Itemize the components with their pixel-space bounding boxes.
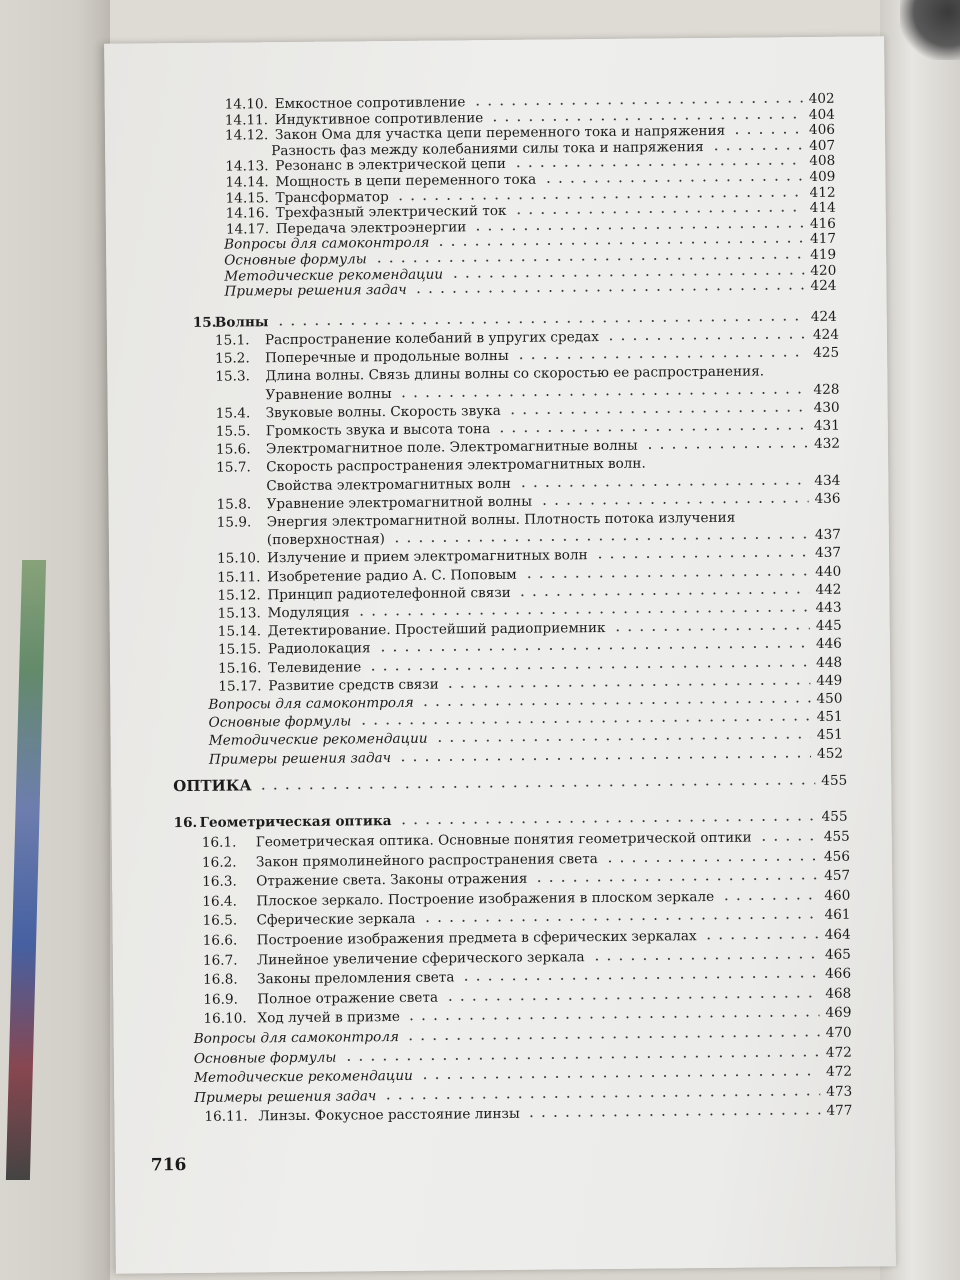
toc-entry-page: 424 [810, 308, 837, 326]
toc-entry-title: Радиолокация [267, 640, 371, 658]
toc-entry-title: Примеры решения задач [224, 282, 407, 300]
toc-entry-page: 461 [824, 907, 851, 924]
dot-leader [413, 287, 805, 294]
toc-entry-page: 446 [815, 636, 842, 653]
toc-entry-title: Излучение и прием электромагнитных волн [266, 547, 588, 567]
toc-entry-page: 464 [824, 926, 851, 943]
dot-leader [703, 936, 819, 940]
toc-entry-page: 428 [813, 381, 840, 398]
toc-entry-title: Примеры решения задач [208, 749, 392, 768]
toc-entry-page: 416 [809, 215, 836, 232]
toc-entry-title: Развитие средств связи [268, 676, 439, 695]
toc-entry-title: Сферические зеркала [256, 911, 416, 929]
toc-entry-title: Закон Ома для участка цепи переменного тока и напряжения [274, 123, 726, 144]
toc-entry-page: 442 [815, 581, 842, 598]
toc-entry-number: 15.2. [215, 350, 250, 367]
dot-leader [731, 131, 803, 135]
toc-entry-number: 14.11. [224, 111, 269, 129]
toc-entry-page: 455 [821, 808, 848, 825]
toc-entry-title: Поперечные и продольные волны [265, 348, 509, 367]
dot-leader [421, 916, 818, 923]
dot-leader [604, 858, 818, 863]
toc-entry-title: Трансформатор [275, 188, 389, 206]
toc-entry-title: Уравнение электромагнитной волны [266, 493, 533, 513]
toc-entry-page: 465 [824, 946, 851, 963]
toc-entry-page: 469 [825, 1005, 852, 1022]
toc-entry-title: Линзы. Фокусное расстояние линзы [258, 1106, 520, 1125]
dot-leader [758, 838, 818, 842]
toc-entry-title: Методические рекомендации [208, 731, 428, 750]
toc-entry-page: 456 [823, 848, 851, 865]
toc-entry-title: Примеры решения задач [194, 1088, 377, 1106]
toc-entry-number: 15.5. [215, 423, 251, 440]
toc-entry-page: 451 [816, 727, 843, 744]
toc-entry-title: Свойства электромагнитных волн [266, 475, 511, 494]
toc-entry-number: 15.12. [217, 587, 261, 604]
dot-leader [517, 591, 810, 597]
toc-entry-title: Вопросы для самоконтроля [208, 694, 414, 713]
dot-leader [517, 482, 808, 488]
toc-entry-page: 431 [813, 417, 840, 434]
toc-entry-number: 14.17. [225, 220, 270, 238]
toc-entry-number: 16.6. [202, 932, 238, 949]
toc-entry-title: Методические рекомендации [224, 266, 444, 285]
toc-entry-title: Вопросы для самоконтроля [223, 235, 430, 254]
toc-entry-title: Принцип радиотелефонной связи [267, 584, 511, 604]
toc-entry-title: Ход лучей в призме [257, 1009, 400, 1027]
toc-entry-page: 472 [825, 1044, 852, 1061]
toc-entry-page: 448 [816, 654, 843, 671]
toc-entry-number: 15. [192, 314, 217, 331]
toc-entry-number: 14.14. [225, 174, 269, 191]
toc-entry-title: Индуктивное сопротивление [274, 109, 484, 128]
toc-entry-title: Линейное увеличение сферического зеркала [256, 948, 585, 968]
toc-entry-page: 402 [808, 90, 835, 108]
toc-entry-number: 15.16. [218, 659, 262, 677]
toc-entry-number: 15.10. [216, 550, 261, 568]
dot-leader [367, 664, 810, 671]
toc-entry-page: 432 [813, 435, 841, 453]
toc-entry-page: 470 [825, 1024, 852, 1041]
toc-entry-page: 407 [809, 137, 836, 154]
toc-entry-page: 440 [815, 563, 842, 580]
toc-entry-page: 451 [816, 708, 843, 726]
toc-entry-number: 16.3. [202, 873, 237, 891]
toc-entry-number: 15.14. [217, 623, 262, 640]
toc-entry-title: Резонанс в электрической цепи [275, 156, 506, 175]
toc-entry-number: 15.8. [216, 496, 252, 513]
toc-entry-number: 15.9. [216, 514, 252, 531]
toc-entry-number: 15.4. [215, 405, 251, 422]
toc-entry-number: 15.11. [217, 568, 261, 586]
book-page [104, 36, 896, 1273]
toc-entry-title: Модуляция [267, 604, 350, 622]
toc-entry-title: Вопросы для самоконтроля [193, 1028, 400, 1047]
dot-leader [419, 1073, 820, 1080]
toc-entry-page: 460 [824, 887, 851, 904]
dot-leader [594, 554, 809, 559]
toc-entry-page: 408 [809, 153, 836, 170]
toc-entry-page: 450 [816, 690, 843, 707]
toc-entry-title: Законы преломления света [257, 969, 455, 988]
toc-entry-title: Полное отражение света [257, 989, 439, 1008]
dot-leader [523, 573, 810, 579]
toc-entry-number: 16.10. [203, 1010, 247, 1028]
toc-entry-page: 445 [815, 617, 842, 635]
toc-entry-page: 406 [808, 121, 836, 139]
dot-leader [391, 536, 809, 543]
dot-leader [611, 627, 809, 632]
toc-entry-number: 16.2. [201, 854, 237, 871]
dot-leader [644, 445, 808, 450]
toc-entry-number: 16.9. [203, 991, 238, 1008]
toc-entry-title: Геометрическая оптика [199, 813, 392, 831]
toc-entry-title: Скорость распространения электромагнитных волн. [266, 455, 646, 476]
dot-leader [397, 755, 811, 762]
toc-entry-title: (поверхностная) [266, 531, 386, 549]
toc-entry-title: Разность фаз между колебаниями силы тока и напряжения [271, 138, 704, 159]
book-corner [900, 0, 960, 60]
toc-entry-title: Распространение колебаний в упругих средах [264, 329, 599, 349]
toc-entry-page: 436 [814, 490, 841, 507]
toc-entry-page: 473 [826, 1083, 853, 1100]
toc-entry-title: Построение изображения предмета в сферических зеркалах [256, 928, 697, 949]
toc-entry-page: 430 [813, 399, 840, 416]
toc-entry-number: 15.6. [215, 441, 251, 458]
dot-leader [710, 147, 803, 151]
toc-entry-title: Основные формулы [224, 251, 367, 269]
dot-leader [420, 700, 811, 707]
toc-entry-page: 419 [810, 246, 837, 264]
toc-entry-title: Телевидение [268, 658, 362, 676]
toc-entry-page: 404 [808, 106, 835, 123]
toc-entry-title: Трехфазный электрический ток [275, 203, 507, 222]
toc-entry-number: 14.10. [224, 96, 269, 113]
toc-entry-page: 449 [816, 672, 843, 689]
dot-leader [445, 682, 811, 689]
dot-leader [533, 877, 818, 883]
part-heading [173, 767, 847, 795]
toc-entry-page: 455 [823, 828, 850, 845]
toc-entry-page: 437 [815, 545, 842, 562]
dot-leader [405, 1034, 820, 1041]
toc-entry-title: Закон прямолинейного распространения света [255, 850, 598, 870]
dot-leader [720, 897, 818, 901]
dot-leader [382, 1093, 820, 1100]
toc-entry-page: 468 [825, 985, 852, 1002]
toc-entry-page: 443 [815, 599, 842, 616]
toc-entry-title: Громкость звука и высота тона [265, 421, 491, 440]
table-of-contents [104, 36, 884, 1126]
toc-entry-number: 15.7. [216, 459, 251, 477]
toc-entry-number: 16. [173, 814, 198, 832]
toc-entry-title: Основные формулы [193, 1049, 337, 1067]
toc-entry-page: 414 [809, 199, 836, 217]
page-number: 716 [150, 1155, 187, 1176]
toc-entry-page: 424 [810, 277, 837, 295]
toc-entry-title: Передача электроэнергии [275, 219, 467, 237]
toc-entry-title: Изобретение радио А. С. Поповым [267, 566, 517, 585]
toc-entry-number: 14.16. [225, 205, 270, 222]
dot-leader [434, 736, 811, 743]
toc-entry-number: 16.4. [202, 893, 238, 910]
toc-entry-page: 455 [821, 772, 848, 789]
dot-leader [526, 1112, 821, 1118]
toc-entry-title: Плоское зеркало. Построение изображения в плоском зеркале [256, 888, 715, 910]
dot-leader [357, 718, 810, 725]
toc-entry-number: 14.12. [224, 127, 269, 144]
toc-entry-page: 420 [810, 262, 837, 279]
toc-entry-page: 472 [825, 1063, 853, 1081]
dot-leader [507, 409, 808, 415]
toc-entry-title: Волны [214, 314, 269, 331]
dot-leader [398, 391, 808, 398]
dot-leader [591, 956, 819, 961]
toc-entry-number: 16.1. [201, 834, 237, 851]
toc-entry-title: Длина волны. Связь длины волны со скоростью ее распространения. [265, 363, 765, 385]
toc-entry-page: 452 [816, 745, 844, 762]
toc-entry-page: 457 [824, 867, 851, 885]
dot-leader [356, 609, 810, 616]
toc-entry-title: Емкостное сопротивление [274, 94, 466, 113]
toc-entry-page: 434 [814, 472, 841, 489]
toc-entry-title: Электромагнитное поле. Электромагнитные волны [265, 437, 638, 458]
dot-leader [515, 354, 807, 360]
dot-leader [377, 645, 810, 652]
toc-entry-page: 417 [809, 231, 837, 248]
dot-leader [444, 995, 819, 1002]
dot-leader [406, 1014, 820, 1021]
toc-entry-page: 425 [813, 344, 840, 362]
dot-leader [258, 782, 816, 790]
toc-entry-number: 15.1. [214, 332, 250, 349]
dot-leader [398, 818, 816, 825]
toc-entry-title: Отражение света. Законы отражения [256, 870, 528, 890]
toc-entry-title: Энергия электромагнитной волны. Плотность потока излучения [266, 509, 736, 531]
toc-entry-number: 14.13. [225, 158, 269, 176]
toc-entry-number: 16.11. [204, 1108, 248, 1126]
toc-entry-number: 16.5. [202, 912, 238, 930]
toc-entry-title: Уравнение волны [265, 385, 392, 403]
dot-leader [496, 427, 808, 433]
toc-entry-number: 16.7. [202, 952, 238, 969]
toc-entry-page: 466 [825, 965, 852, 983]
toc-entry-title: Звуковые волны. Скорость звука [265, 402, 501, 422]
toc-entry-number: 15.3. [215, 368, 250, 386]
toc-entry-title: ОПТИКА [173, 776, 252, 796]
toc-entry-page: 477 [826, 1103, 853, 1120]
toc-entry-page: 412 [809, 184, 836, 201]
toc-entry-title: Методические рекомендации [193, 1068, 413, 1087]
toc-entry-title: Детектирование. Простейший радиоприемник [267, 620, 606, 640]
toc-entry-page: 424 [812, 326, 840, 343]
dot-leader [605, 336, 807, 341]
toc-entry-title: Мощность в цепи переменного тока [275, 171, 537, 191]
toc-entry-number: 15.15. [217, 641, 262, 659]
dot-leader [538, 500, 809, 506]
toc-entry-title: Основные формулы [208, 713, 352, 731]
toc-entry-number: 16.8. [203, 971, 238, 989]
toc-entry-number: 15.17. [218, 678, 262, 695]
toc-entry-page: 409 [809, 168, 836, 186]
dot-leader [460, 975, 819, 981]
toc-entry-page: 437 [814, 526, 841, 544]
dot-leader [342, 1054, 819, 1062]
toc-entry-number: 15.13. [217, 605, 261, 622]
toc-entry-number: 14.15. [225, 189, 269, 207]
toc-entry-title: Геометрическая оптика. Основные понятия геометрической оптики [255, 829, 752, 851]
